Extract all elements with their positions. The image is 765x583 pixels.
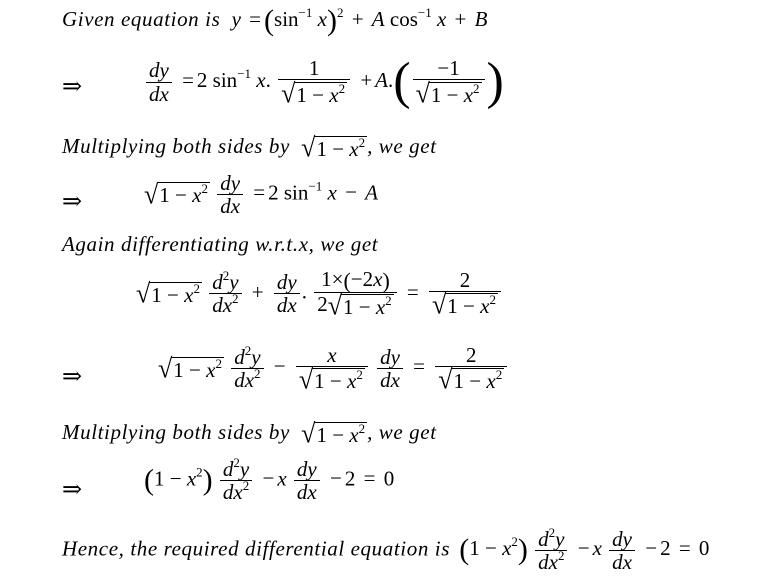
implies-symbol-3: ⇒ [62,364,83,390]
line-simplified: √ $1 - x^2$ $\frac{d^2y}{dx^2}$ − x √ $1 - x^2$ $\frac{dy}{dx}$ = 2 √ $1 - x^2$ [158,344,509,393]
multiply-2-suffix: , we get [367,420,437,444]
line-multiplied-result: √ $1 - x^2$ $\frac{dy}{dx}$ = 2 $\sin^{-1} x - A$ [144,171,378,219]
dy-dx-fraction: $\frac{dy}{dx}$ [146,59,172,104]
line-first-derivative: $\frac{dy}{dx}$ = 2 $\sin^{-1} x$. 1 √ $1 - x^2$ + A.( −1 √ $1 - x^2$ ) [144,56,504,108]
line-result: $(1 - x^2)$ $\frac{d^2y}{dx^2}$ − x $\frac{dy}{dx}$ − 2 = 0 [144,455,395,505]
line-again-diff [62,232,378,257]
line-hence: Hence, the required differential equation is $(1 - x^2)$ $\frac{d^2y}{dx^2}$ − x $\frac{dy}{dx}$ − 2 = 0 [62,525,710,575]
again-diff-label: Again differentiating w.r.t.x, we get [62,232,379,256]
multiply-1-suffix: , we get [367,134,437,158]
multiply-2-label: Multiplying both sides by [62,420,290,444]
implies-symbol-4: ⇒ [62,477,83,503]
line-multiply-2: Multiplying both sides by √ $1 - x^2$ , we get [62,418,437,449]
implies-symbol-2: ⇒ [62,189,83,215]
given-equation: $y = (\sin^{-1}$ x)$^2$ + A $\cos^{-1} x + B$ [231,4,488,37]
line-second-derivative: √ $1 - x^2$ $\frac{d^2y}{dx^2}$ + $\frac{dy}{dx}$ . 1×(−2x) 2 √ $1 - x^2$ = 2 √ $1 - x^2$ [136,268,503,319]
hence-label: Hence, the required differential equation is [62,536,450,561]
given-label: Given equation is [62,6,221,31]
line-multiply-1: Multiplying both sides by √ $1 - x^2$ , we get [62,132,437,163]
implies-symbol-1: ⇒ [62,74,83,100]
multiply-1-label: Multiplying both sides by [62,134,290,158]
line-given-equation [62,6,487,36]
